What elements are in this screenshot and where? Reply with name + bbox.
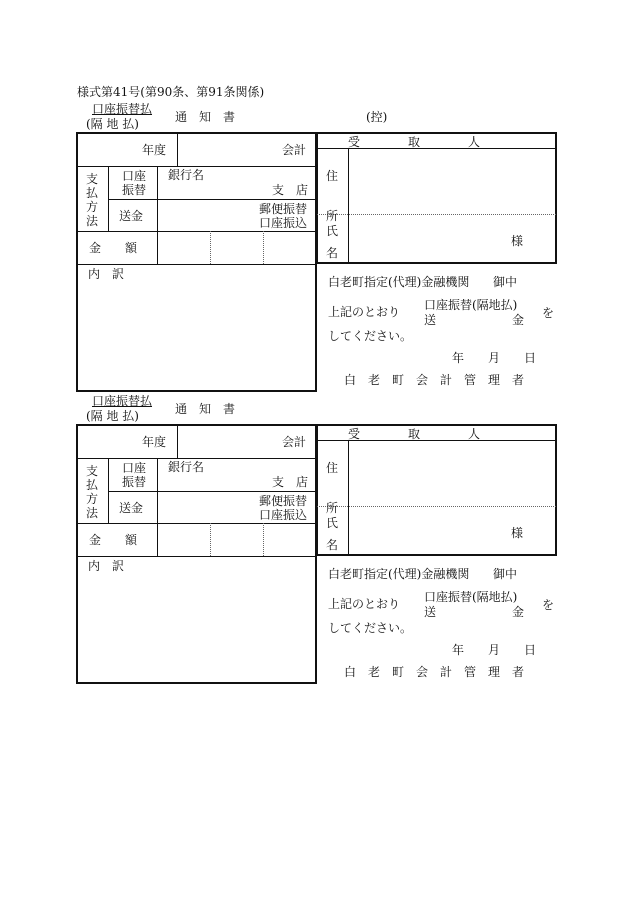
account-transfer-label: 口座振替	[121, 169, 146, 197]
account-deposit-label: 口座振込	[259, 508, 308, 522]
amount-label: 金 額	[89, 533, 138, 547]
please-do: してください。	[328, 329, 413, 343]
breakdown-label: 内 訳	[88, 267, 125, 281]
postal-transfer-label: 郵便振替	[259, 202, 308, 216]
transfer-type-label: 口座振替払	[92, 394, 153, 408]
remittance-label: 送金	[119, 209, 144, 223]
date-day: 日	[524, 643, 537, 657]
as-above: 上記のとおり	[328, 305, 401, 319]
notice-title: 通 知 書	[175, 110, 236, 124]
account-transfer-label: 口座振替	[121, 461, 146, 489]
postal-transfer-label: 郵便振替	[259, 494, 308, 508]
fiscal-year-label: 年度	[142, 143, 167, 157]
account-label: 会計	[282, 435, 307, 449]
date-day: 日	[524, 351, 537, 365]
transfer-option: 口座振替(隔地払)	[424, 298, 518, 312]
transfer-type-label: 口座振替払	[92, 102, 153, 116]
transfer-option: 口座振替(隔地払)	[424, 590, 518, 604]
date-month: 月	[488, 643, 501, 657]
breakdown-label: 内 訳	[88, 559, 125, 573]
wo-particle: を	[542, 306, 555, 320]
onchu: 御中	[493, 275, 518, 289]
wo-particle: を	[542, 598, 555, 612]
designated-bank: 白老町指定(代理)金融機関	[328, 275, 470, 289]
form-title: 様式第41号(第90条、第91条関係)	[77, 85, 265, 99]
notice-form-2	[0, 292, 630, 692]
as-above: 上記のとおり	[328, 597, 401, 611]
bank-name-label: 銀行名	[168, 168, 205, 182]
onchu: 御中	[493, 567, 518, 581]
address-label: 住所	[325, 169, 338, 223]
copy-mark: (控)	[366, 110, 388, 124]
name-label: 氏名	[325, 516, 338, 552]
payment-method-label: 支払方法	[85, 464, 98, 520]
amount-label: 金 額	[89, 241, 138, 255]
remote-pay-label: (隔 地 払)	[86, 117, 139, 131]
address-label: 住所	[325, 461, 338, 515]
remittance-label: 送金	[119, 501, 144, 515]
date-month: 月	[488, 351, 501, 365]
fiscal-year-label: 年度	[142, 435, 167, 449]
account-deposit-label: 口座振込	[259, 216, 308, 230]
remit-b: 金	[512, 605, 525, 619]
treasurer: 白 老 町 会 計 管 理 者	[344, 373, 525, 387]
remit-b: 金	[512, 313, 525, 327]
sama-label: 様	[511, 234, 524, 248]
recipient-label: 受 取 人	[348, 135, 481, 149]
please-do: してください。	[328, 621, 413, 635]
sama-label: 様	[511, 526, 524, 540]
remit-a: 送	[424, 313, 437, 327]
treasurer: 白 老 町 会 計 管 理 者	[344, 665, 525, 679]
branch-label: 支 店	[272, 183, 309, 197]
date-year: 年	[452, 351, 465, 365]
name-label: 氏名	[325, 224, 338, 260]
date-year: 年	[452, 643, 465, 657]
payment-method-label: 支払方法	[85, 172, 98, 228]
recipient-label: 受 取 人	[348, 427, 481, 441]
bank-name-label: 銀行名	[168, 460, 205, 474]
account-label: 会計	[282, 143, 307, 157]
designated-bank: 白老町指定(代理)金融機関	[328, 567, 470, 581]
remote-pay-label: (隔 地 払)	[86, 409, 139, 423]
notice-title: 通 知 書	[175, 402, 236, 416]
branch-label: 支 店	[272, 475, 309, 489]
remit-a: 送	[424, 605, 437, 619]
